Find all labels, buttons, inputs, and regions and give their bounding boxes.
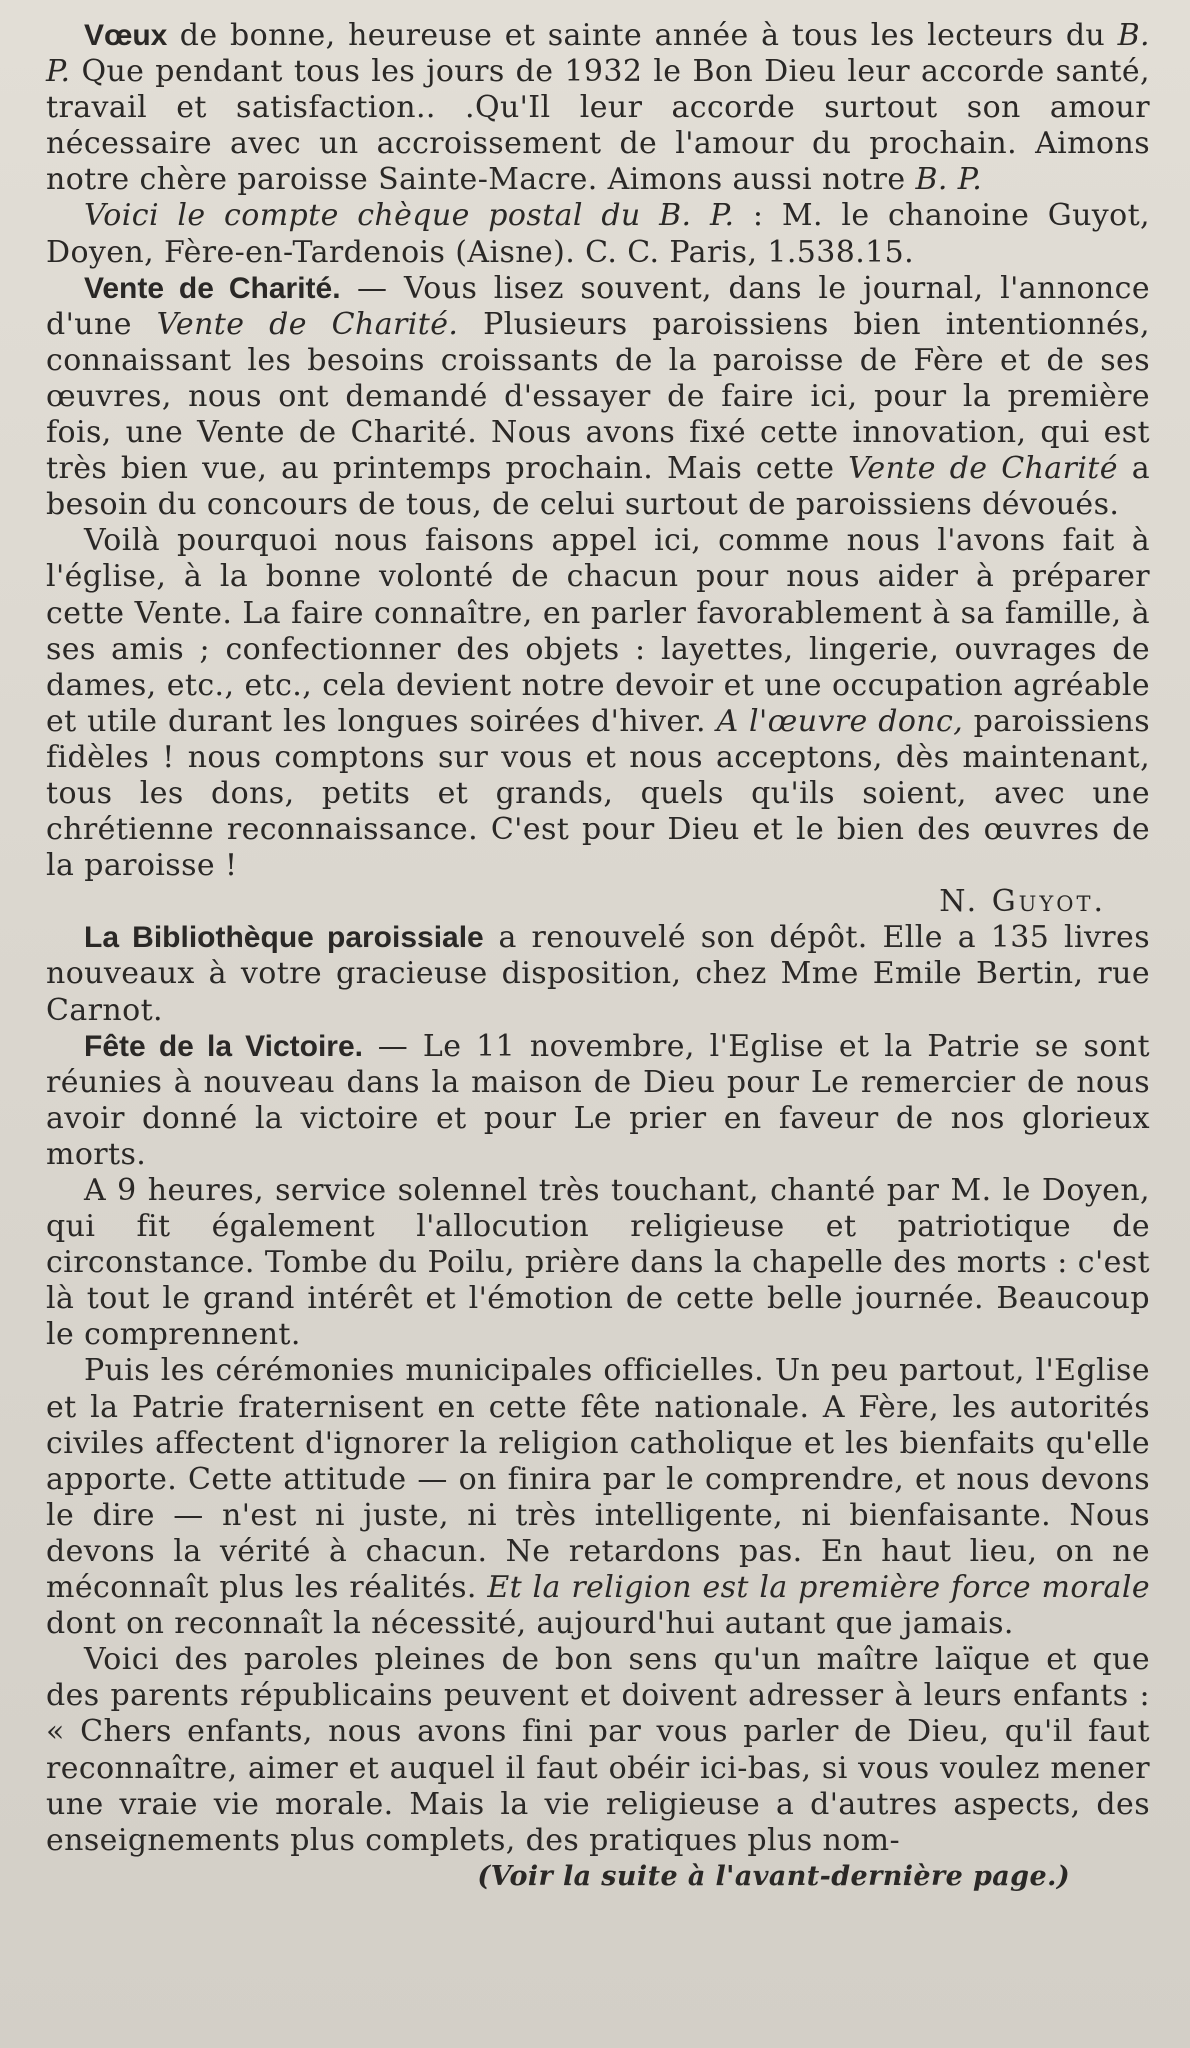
text: paroissiens fidèles ! nous comptons sur vous et nous acceptons, dès maintenant, tous les dons, petits et grands, quels qu'ils soient, avec une chrétienne reconnaissance. C'est pour Dieu et le bien des œuvres de la paroisse ! bbox=[46, 703, 1151, 884]
paragraph-vente-1 bbox=[46, 271, 1150, 524]
paragraph-vente-2 bbox=[46, 523, 1150, 884]
text: a renouvelé son dépôt. Elle a 135 livres nouveaux à votre gracieuse disposition, chez Mme Emile Bertin, rue Carnot. bbox=[46, 920, 1150, 1028]
heading-voeux: Vœux bbox=[84, 19, 168, 52]
text-italic: Vente de Charité bbox=[848, 451, 1118, 487]
paragraph-victoire-2: A 9 heures, service solennel très touchant, chanté par M. le Doyen, qui fit également l'allocution religieuse et patriotique de circonstance. Tombe du Poilu, prière dans la chapelle des morts : c'est là tout le grand intérêt et l'émotion de cette belle journée. Beaucoup le comprennent. bbox=[46, 1173, 1150, 1353]
heading-vente-de-charite: Vente de Charité. bbox=[84, 271, 341, 305]
paragraph-victoire-1 bbox=[46, 1029, 1150, 1173]
paragraph-bibliotheque bbox=[46, 920, 1150, 1028]
text-italic: B. P. bbox=[915, 162, 983, 198]
text-italic: Vente de Charité. bbox=[156, 306, 459, 342]
heading-fete-de-la-victoire: Fête de la Victoire. bbox=[84, 1029, 364, 1063]
paragraph-voeux bbox=[46, 18, 1150, 198]
text-italic: Et la religion est la première force morale bbox=[487, 1570, 1150, 1606]
paragraph-victoire-3 bbox=[46, 1353, 1150, 1642]
heading-bibliotheque: La Bibliothèque paroissiale bbox=[84, 921, 484, 955]
text: Puis les cérémonies municipales officielles. Un peu partout, l'Eglise et la Patrie fraternisent en cette fête nationale. A Fère, les autorités civiles affectent d'ignorer la religion catholique et les bienfaits qu'elle apporte. Cette attitude — on finira par le comprendre, et nous devons le dire — n'est ni juste, ni très intelligente, ni bienfaisante. Nous devons la vérité à chacun. Ne retardons pas. En haut lieu, on ne méconnaît plus les réalités. bbox=[46, 1353, 1150, 1606]
text: — Le 11 novembre, l'Eglise et la Patrie se sont réunies à nouveau dans la maison de Dieu pour Le remercier de nous avoir donné la victoire et pour Le prier en faveur de nos glorieux morts. bbox=[46, 1028, 1150, 1172]
text: dont on reconnaît la nécessité, aujourd'hui autant que jamais. bbox=[46, 1606, 1014, 1642]
text-italic: A l'œuvre donc, bbox=[716, 703, 964, 739]
continuation-note: (Voir la suite à l'avant-dernière page.) bbox=[477, 1860, 1070, 1892]
text: : M. le chanoine Guyot, Doyen, Fère-en-Tardenois (Aisne). C. C. Paris, 1.538.15. bbox=[46, 198, 1150, 270]
signature: N. Guyot. bbox=[939, 884, 1106, 920]
text-italic: Voici le compte chèque postal du B. P. bbox=[84, 198, 735, 234]
text-italic: B. P. bbox=[46, 18, 1150, 90]
text: a besoin du concours de tous, de celui surtout de paroissiens dévoués. bbox=[46, 451, 1150, 523]
paragraph-victoire-4: Voici des paroles pleines de bon sens qu'un maître laïque et que des parents républicains peuvent et doivent adresser à leurs enfants : « Chers enfants, nous avons fini par vous parler de Dieu, qu'il faut reconnaître, aimer et auquel il faut obéir ici-bas, si vous voulez mener une vraie vie morale. Mais la vie religieuse a d'autres aspects, des enseignements plus complets, des pratiques plus nom- bbox=[46, 1642, 1150, 1858]
text: de bonne, heureuse et sainte année à tous les lecteurs du bbox=[167, 18, 1118, 53]
text: Que pendant tous les jours de 1932 le Bon Dieu leur accorde santé, travail et satisfaction.. .Qu'Il leur accorde surtout son amour nécessaire avec un accroissement de l'amour du prochain. Aimons notre chère paroisse Sainte-Macre. Aimons aussi notre bbox=[46, 54, 1150, 198]
article-column bbox=[46, 18, 1150, 1895]
paragraph-compte bbox=[46, 198, 1150, 270]
text: — Vous lisez souvent, dans le journal, l'annonce d'une bbox=[46, 270, 1150, 342]
text: Voilà pourquoi nous faisons appel ici, comme nous l'avons fait à l'église, à la bonne volonté de chacun pour nous aider à préparer cette Vente. La faire connaître, en parler favorablement à sa famille, à ses amis ; confectionner des objets : layettes, lingerie, ouvrages de dames, etc., etc., cela devient notre devoir et une occupation agréable et utile durant les longues soirées d'hiver. bbox=[46, 523, 1150, 739]
text: Plusieurs paroissiens bien intentionnés, connaissant les besoins croissants de la paroisse de Fère et de ses œuvres, nous ont demandé d'essayer de faire ici, pour la première fois, une Vente de Charité. Nous avons fixé cette innovation, qui est très bien vue, au printemps prochain. Mais cette bbox=[46, 306, 1150, 487]
